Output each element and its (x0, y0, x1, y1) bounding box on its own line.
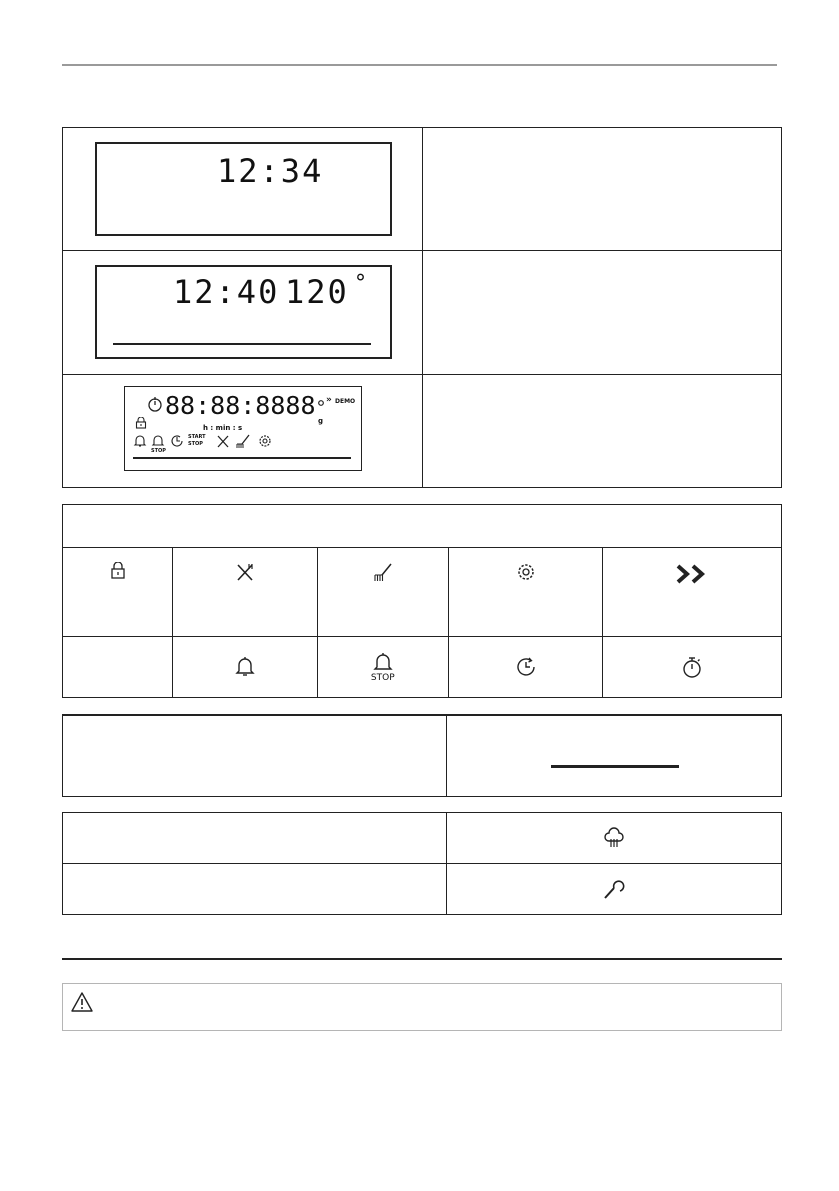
cutlery-icon (215, 433, 231, 449)
lcd-cooking (95, 265, 392, 359)
indicator-table (62, 504, 782, 698)
end-time-icon (169, 433, 185, 449)
display-cell-clock (63, 128, 423, 251)
fast-icon: » (326, 395, 332, 405)
description-cell-3 (423, 375, 782, 488)
lcd-full (124, 386, 362, 471)
display-table (62, 127, 782, 488)
cooking-time: 12:40 (173, 273, 280, 311)
steam-icon-cell (447, 813, 782, 864)
bell-stop-label: STOP (151, 448, 166, 454)
probe-description-cell (63, 864, 447, 915)
indicator-empty-cell (63, 637, 173, 698)
stop-label: STOP (188, 441, 203, 447)
stopwatch-icon (681, 655, 703, 679)
start-label: START (188, 434, 206, 440)
demo-label: DEMO (335, 398, 356, 405)
description-cell-2 (423, 251, 782, 375)
progress-bar-full (133, 457, 351, 459)
warning-box (62, 983, 782, 1031)
lock-icon (110, 562, 126, 580)
gear-icon (257, 433, 273, 449)
full-digits: 88:88:8888 (165, 391, 316, 420)
function-table (62, 812, 782, 915)
bar-description-cell (63, 715, 447, 796)
cutlery-icon (235, 562, 255, 582)
indicator-lock-cell (63, 548, 173, 637)
steam-description-cell (63, 813, 447, 864)
gear-icon (516, 562, 536, 582)
bell-stop-icon (151, 434, 165, 448)
end-time-icon (515, 656, 537, 678)
lock-icon (135, 417, 147, 429)
lcd-clock (95, 142, 392, 236)
warning-icon (70, 991, 94, 1013)
progress-bar (113, 343, 371, 345)
bar-sample-cell (447, 715, 782, 796)
section-rule (62, 958, 782, 960)
bar-table (62, 714, 782, 797)
bell-icon (235, 656, 255, 678)
unit-hms: h : min : s (203, 424, 243, 432)
indicator-stopwatch-cell (603, 637, 782, 698)
cooking-temperature: 120 (285, 273, 349, 311)
food-probe-icon (602, 877, 626, 901)
indicator-bell-cell (173, 637, 318, 698)
bell-icon (133, 434, 147, 448)
indicator-brush-cell (317, 548, 448, 637)
display-cell-full (63, 375, 423, 488)
display-cell-cooking (63, 251, 423, 375)
gram-unit: g (318, 417, 324, 425)
indicator-bell-stop-cell (317, 637, 448, 698)
indicator-header (63, 505, 782, 548)
probe-icon-cell (447, 864, 782, 915)
top-rule (62, 64, 777, 66)
indicator-end-time-cell (448, 637, 603, 698)
degree-symbol: ° (355, 271, 366, 296)
indicator-cutlery-cell (173, 548, 318, 637)
indicator-gear-cell (448, 548, 603, 637)
brush-icon (373, 562, 393, 582)
bar-sample (551, 765, 679, 768)
bell-stop-text: STOP (370, 672, 395, 683)
bell-stop-icon (373, 652, 393, 672)
clock-time: 12:34 (217, 152, 324, 190)
double-chevron-icon (675, 564, 709, 584)
brush-icon (235, 433, 251, 449)
indicator-fast-cell (603, 548, 782, 637)
degree-dot (317, 399, 325, 407)
description-cell-1 (423, 128, 782, 251)
steam-cloud-icon (603, 827, 625, 849)
stopwatch-icon (147, 395, 163, 413)
